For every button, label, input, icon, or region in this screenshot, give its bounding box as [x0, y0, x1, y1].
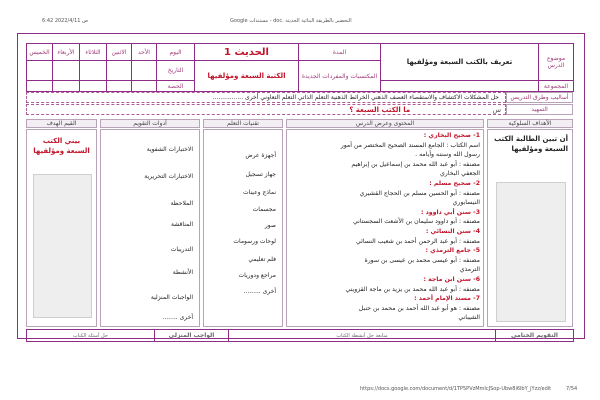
document-url[interactable]: https://docs.google.com/document/d/1TP5PVzMmIcJSop-Ubw8i6lbY_jYzz/edit: [360, 386, 552, 392]
content-line: الجعفي البخاري: [439, 170, 480, 178]
tool-item: مراجع ودوريات: [238, 272, 276, 279]
day-thursday: الخميس: [27, 44, 53, 61]
content-line: 1- صحيح البخاري :: [423, 132, 480, 139]
teaching-methods: حل المشكلات الاكتشاف والاستقصاء العصف الذهني الخرائط الذهنية التعلم الذاتي التعلم التعاوني أخرى ................: [26, 92, 506, 103]
objective-text: أن تبين الطالبة الكتب السبعة ومؤلفيها: [494, 135, 568, 153]
content-line: 5- جامع الترمذي :: [425, 247, 480, 255]
tool-item: مجسمات: [252, 206, 276, 213]
assessment-item: أخرى ........: [162, 314, 193, 321]
assessment-item: الأنشطة: [172, 269, 193, 276]
content-line: مصنفه : أبو عبد الله محمد بن إسماعيل بن إبراهيم: [351, 160, 480, 168]
content-line: 3- سنن أبي داوود :: [420, 208, 480, 216]
assessment-item: التدريبات: [170, 246, 193, 253]
content-line: مصنفه : أبو عبد الرحمن أحمد بن شعيب النسائي: [355, 237, 480, 245]
tool-item: فلم تعليمي: [248, 256, 276, 263]
intro-s-mark: س: [492, 106, 501, 114]
content-line: الشيباني: [458, 314, 480, 322]
date-label: التاريخ: [157, 61, 195, 81]
book-title: الكتبة السبعة ومؤلفيها: [195, 61, 299, 92]
header-table: [26, 43, 574, 92]
topic-label: موضوع الدرس: [539, 44, 574, 81]
intro-question: ما الكتب السبعة ؟: [349, 106, 411, 114]
day-label: اليوم: [157, 44, 195, 61]
content-line: مصنفه : أبو داوود سليمان بن الأشعث السجستاني: [353, 218, 480, 226]
tool-item: لوحات ورسومات: [233, 238, 276, 245]
homework-label: الواجب المنزلي: [155, 330, 229, 342]
intro-box: [26, 104, 506, 115]
tools-column: [203, 129, 283, 327]
assessment-item: الاختبارات التحريرية: [144, 173, 193, 180]
objective-note-box: [496, 182, 566, 322]
day-tuesday: الثلاثاء: [80, 44, 107, 61]
day-sunday: الأحد: [132, 44, 157, 61]
value-header: القيم الهدف: [26, 119, 97, 128]
day-monday: الاثنين: [107, 44, 132, 61]
page-indicator: 7/54: [566, 386, 578, 392]
concepts-label: المكتسبات والمفردات الجديدة: [299, 61, 381, 92]
tools-header: تقنيات التعلم: [203, 119, 283, 128]
content-column: [286, 129, 484, 327]
content-line: مصنفه : أبو عيسى محمد بن عيسى بن سورة: [364, 256, 480, 264]
assessment-column: [100, 129, 200, 327]
footer-table: [26, 329, 574, 342]
tool-item: جهاز تسجيل: [245, 171, 276, 178]
content-line: الترمذي: [459, 266, 480, 274]
objectives-column: [487, 129, 573, 327]
value-text: بيني الكتب السبعة ومؤلفيها: [33, 137, 90, 155]
tool-item: نماذج وعينات: [243, 189, 276, 196]
unit-title: الحديث 1: [195, 44, 299, 61]
period-label: الحصة: [157, 81, 195, 92]
content-line: رسول الله وسننه وأيامه .: [415, 151, 480, 159]
content-line: مصنفه : أبو عبد الله محمد بن يزيد بن ماجة القزويني: [345, 285, 480, 293]
content-line: مصنفه : هو أبو عبد الله أحمد بن محمد بن حنبل: [358, 304, 480, 312]
tool-item: صور: [264, 222, 276, 229]
assessment-item: الواجبات المنزلية: [150, 294, 193, 301]
content-line: النيسابوري: [452, 199, 480, 207]
content-line: 7- مسند الإمام أحمد :: [414, 295, 480, 303]
activity-follow-up: متابعة حل أنشطة الكتاب: [229, 330, 496, 342]
objectives-header: الأهداف السلوكية: [487, 119, 573, 128]
assessment-header: أدوات التقويم: [100, 119, 200, 128]
value-column: [26, 129, 97, 327]
content-line: اسم الكتاب : الجامع المسند الصحيح المختصر من أمور: [340, 141, 480, 149]
intro-label: التمهيد: [506, 104, 573, 115]
value-note-box: [33, 174, 92, 318]
final-evaluation-label: التقويم الختامي: [496, 330, 574, 342]
tool-item: أجهزة عرض: [245, 152, 276, 159]
methods-label: أساليب وطرق التدريس: [506, 92, 573, 103]
tool-item: أخرى .........: [243, 288, 276, 295]
document-title: Google مستندات - doc. التحضير بالطريقة البنائية الحديثة: [230, 18, 352, 24]
group-label: المجموعة: [539, 81, 574, 92]
timestamp: 6:42 2022/4/11 ص: [42, 18, 89, 24]
solve-book-questions: حل أسئلة الكتاب: [27, 330, 155, 342]
content-line: 6- سنن ابن ماجة :: [423, 275, 480, 283]
assessment-item: الاختبارات الشفوية: [146, 146, 193, 153]
assessment-item: المناقشة: [170, 221, 193, 228]
assessment-item: الملاحظة: [170, 200, 193, 207]
day-wednesday: الأربعاء: [53, 44, 80, 61]
duration-label: المدة: [299, 44, 381, 61]
content-line: مصنفه : أبو الحسين مسلم بن الحجاج القشيري: [359, 189, 480, 197]
topic-value: تعريف بالكتب السبعة ومؤلفيها: [381, 44, 539, 81]
content-line: 2- صحيح مسلم :: [429, 179, 480, 187]
content-header: المحتوى وعرض الدرس: [286, 119, 484, 128]
content-line: 4- سنن النسائي :: [425, 227, 480, 235]
